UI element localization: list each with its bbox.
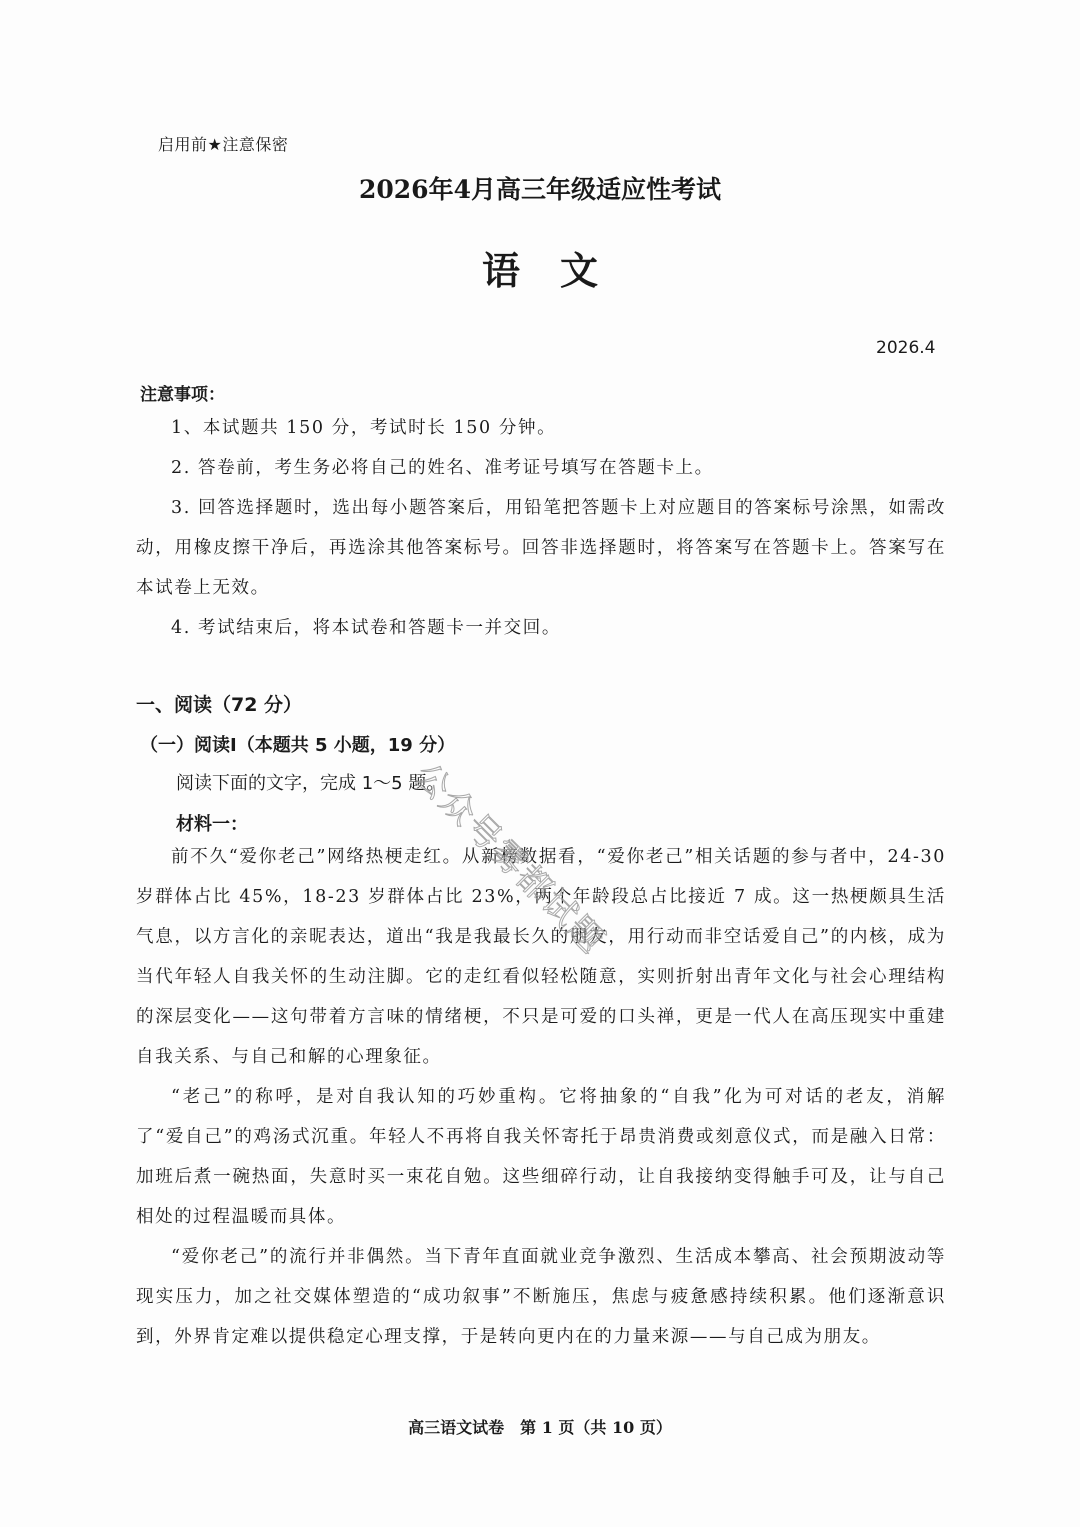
confidential-notice: 启用前★注意保密 bbox=[158, 135, 289, 154]
exam-date: 2026.4 bbox=[876, 338, 936, 358]
note-item: 1、本试题共 150 分，考试时长 150 分钟。 bbox=[171, 418, 557, 438]
section-title: 一、阅读（72 分） bbox=[136, 694, 303, 716]
note-item: 3. 回答选择题时，选出每小题答案后，用铅笔把答题卡上对应题目的答案标号涂黑，如需改动，用橡皮擦干净后，再选涂其他答案标号。回答非选择题时，将答案写在答题卡上。答案写在本试卷上无效。 bbox=[136, 498, 946, 598]
material-paragraph: 前不久“爱你老己”网络热梗走红。从新榜数据看，“爱你老己”相关话题的参与者中，24-30 岁群体占比 45%，18-23 岁群体占比 23%，两个年龄段总占比接近 7 成。这一热梗颇具生活气息，以方言化的亲昵表达，道出“我是我最长久的朋友，用行动而非空话爱自己”的内核，成为当代年轻人自我关怀的生动注脚。它的走红看似轻松随意，实则折射出青年文化与社会心理结构的深层变化——这句带着方言味的情绪梗，不只是可爱的口头禅，更是一代人在高压现实中重建自我关系、与自己和解的心理象征。 bbox=[136, 847, 946, 1067]
material-paragraph: “爱你老己”的流行并非偶然。当下青年直面就业竞争激烈、生活成本攀高、社会预期波动等现实压力，加之社交媒体塑造的“成功叙事”不断施压，焦虑与疲惫感持续积累。他们逐渐意识到，外界肯定难以提供稳定心理支撑，于是转向更内在的力量来源——与自己成为朋友。 bbox=[136, 1247, 946, 1347]
page-footer: 高三语文试卷 第 1 页（共 10 页） bbox=[408, 1418, 672, 1437]
subsection-title: （一）阅读Ⅰ（本题共 5 小题，19 分） bbox=[140, 735, 456, 756]
notes-list bbox=[136, 408, 946, 648]
material-paragraph: “老己”的称呼，是对自我认知的巧妙重构。它将抽象的“自我”化为可对话的老友，消解了“爱自己”的鸡汤式沉重。年轻人不再将自我关怀寄托于昂贵消费或刻意仪式，而是融入日常：加班后煮一碗热面，失意时买一束花自勉。这些细碎行动，让自我接纳变得触手可及，让与自己相处的过程温暖而具体。 bbox=[136, 1087, 946, 1227]
exam-title: 2026年4月高三年级适应性考试 bbox=[359, 175, 721, 204]
note-item: 2. 答卷前，考生务必将自己的姓名、准考证号填写在答题卡上。 bbox=[171, 458, 714, 478]
watermark-text: 公众号雾都试题 bbox=[406, 755, 613, 963]
note-item: 4. 考试结束后，将本试卷和答题卡一并交回。 bbox=[171, 618, 561, 638]
notes-title: 注意事项： bbox=[140, 385, 225, 405]
reading-instruction: 阅读下面的文字，完成 1～5 题。 bbox=[176, 773, 445, 794]
material-label: 材料一： bbox=[176, 814, 248, 835]
subject-title: 语文 bbox=[481, 248, 638, 293]
material-text bbox=[136, 837, 946, 1357]
